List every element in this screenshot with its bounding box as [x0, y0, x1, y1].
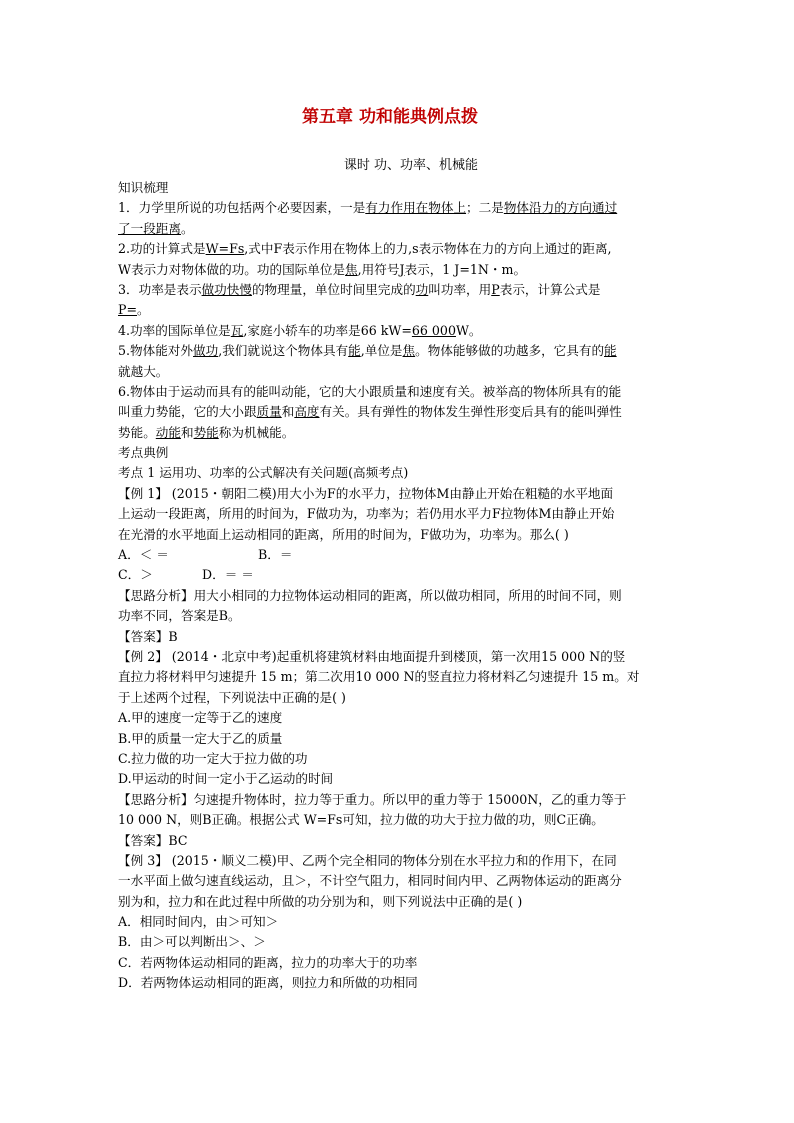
- example-3-option-b: B．由＞可以判断出＞、＞: [118, 934, 266, 950]
- example-1-analysis-line-2: 功率不同，答案是B。: [118, 608, 241, 624]
- blank-answer: W=Fs: [205, 241, 245, 257]
- blank-answer: P: [491, 281, 500, 297]
- example-1-options-row-2: [118, 565, 678, 585]
- blank-answer: 焦: [402, 343, 416, 359]
- chapter-title: 第五章 功和能典例点拨: [302, 107, 478, 127]
- knowledge-item-5-line-1: 5.物体能对外做功,我们就说这个物体具有能,单位是焦。物体能够做的功越多，它具有的能: [118, 343, 617, 359]
- example-2-line-3: 于上述两个过程，下列说法中正确的是( ): [118, 689, 346, 705]
- knowledge-item-3-line-1: 3．功率是表示做功快慢的物理量，单位时间里完成的功叫功率，用P表示，计算公式是: [118, 281, 601, 297]
- example-1-line-2: 上运动一段距离，所用的时间为，F做功为，功率为；若仍用水平力F拉物体M由静止开始: [118, 506, 615, 522]
- example-1-options-row-1: [118, 545, 678, 565]
- blank-answer: J: [399, 261, 405, 277]
- example-2-line-2: 直拉力将材料甲匀速提升 15 m；第二次用10 000 N的竖直拉力将材料乙匀速提升 15 m。对: [118, 669, 640, 685]
- topic-heading: 考点 1 运用功、功率的公式解决有关问题(高频考点): [118, 465, 409, 481]
- example-3-option-c: C．若两物体运动相同的距离，拉力的功率大于的功率: [118, 954, 418, 970]
- option-a: A．＜ ＝: [118, 547, 169, 563]
- knowledge-item-2-line-1: 2.功的计算式是W=Fs,式中F表示作用在物体上的力,s表示物体在力的方向上通过的距离,: [118, 241, 612, 257]
- blank-answer: 能: [604, 343, 617, 359]
- example-3-option-a: A．相同时间内，由＞可知＞: [118, 914, 279, 930]
- example-2-option-a: A.甲的速度一定等于乙的速度: [118, 710, 283, 726]
- blank-answer: 高度: [294, 404, 320, 420]
- knowledge-item-6-line-3: 势能。动能和势能称为机械能。: [118, 424, 295, 440]
- knowledge-item-2-line-2: W表示力对物体做的功。功的国际单位是焦,用符号J表示，1 J=1N・m。: [118, 261, 527, 277]
- example-2-option-b: B.甲的质量一定大于乙的质量: [118, 730, 283, 746]
- blank-answer: 功: [415, 281, 429, 297]
- example-2-option-d: D.甲运动的时间一定小于乙运动的时间: [118, 771, 334, 787]
- knowledge-item-1-line-1: 1．力学里所说的功包括两个必要因素，一是有力作用在物体上；二是物体沿力的方向通过: [118, 200, 618, 216]
- example-1-line-3: 在光滑的水平地面上运动相同的距离，所用的时间为，F做功为，功率为。那么( ): [118, 526, 569, 542]
- example-3-line-1: 【例 3】 (2015・顺义二模)甲、乙两个完全相同的物体分别在水平拉力和的作用下，在同: [118, 852, 617, 868]
- blank-answer: 物体沿力的方向通过: [503, 200, 618, 216]
- blank-answer: 瓦: [230, 322, 244, 338]
- blank-answer: 做功快慢: [201, 281, 252, 297]
- section-heading-knowledge: 知识梳理: [118, 180, 169, 195]
- example-2-answer: 【答案】BC: [118, 832, 188, 848]
- example-1-analysis-line-1: 【思路分析】用大小相同的力拉物体运动相同的距离，所以做功相同，所用的时间不同，则: [118, 587, 622, 603]
- option-b: B．＝: [258, 547, 293, 563]
- document-page: [118, 100, 678, 994]
- example-2-line-1: 【例 2】 (2014・北京中考)起重机将建筑材料由地面提升到楼顶，第一次用15 000 N的竖: [118, 648, 626, 664]
- blank-answer: 质量: [256, 404, 282, 420]
- blank-answer: P=: [118, 302, 138, 318]
- blank-answer: 焦: [345, 261, 358, 277]
- option-c: C．＞: [118, 567, 153, 583]
- example-2-analysis-line-1: 【思路分析】匀速提升物体时，拉力等于重力。所以甲的重力等于 15000N，乙的重力等于: [118, 791, 627, 807]
- example-3-line-3: 别为和，拉力和在此过程中所做的功分别为和，则下列说法中正确的是( ): [118, 893, 523, 909]
- knowledge-item-4: 4.功率的国际单位是瓦,家庭小轿车的功率是66 kW=66 000W。: [118, 322, 482, 338]
- example-1-answer: 【答案】B: [118, 628, 178, 644]
- option-d: D．＝ ＝: [202, 567, 254, 583]
- example-2-option-c: C.拉力做的功一定大于拉力做的功: [118, 750, 308, 766]
- blank-answer: 做功: [193, 343, 219, 359]
- blank-answer: 66 000: [411, 322, 456, 338]
- example-3-option-d: D．若两物体运动相同的距离，则拉力和所做的功相同: [118, 975, 418, 991]
- knowledge-item-6-line-1: 6.物体由于运动而具有的能叫动能，它的大小跟质量和速度有关。被举高的物体所具有的能: [118, 383, 622, 399]
- blank-answer: 势能: [193, 424, 219, 440]
- blank-answer: 有力作用在物体上: [365, 200, 467, 216]
- knowledge-item-6-line-2: 叫重力势能，它的大小跟质量和高度有关。具有弹性的物体发生弹性形变后具有的能叫弹性: [118, 404, 622, 420]
- blank-answer: 动能: [155, 424, 181, 440]
- example-1-line-1: 【例 1】 (2015・朝阳二模)用大小为F的水平力，拉物体M由静止开始在粗糙的水平地面: [118, 485, 614, 501]
- knowledge-item-3-line-2: P=。: [118, 302, 150, 318]
- knowledge-item-1-line-2: 了一段距离。: [118, 220, 194, 236]
- example-3-line-2: 一水平面上做匀速直线运动，且＞，不计空气阻力，相同时间内甲、乙两物体运动的距离分: [118, 873, 622, 889]
- section-heading-examples: 考点典例: [118, 445, 169, 461]
- knowledge-item-5-line-2: 就越大。: [118, 363, 169, 379]
- blank-answer: 了一段距离: [118, 220, 181, 236]
- lesson-title: 课时 功、功率、机械能: [343, 158, 479, 173]
- example-2-analysis-line-2: 10 000 N，则B正确。根据公式 W=Fs可知，拉力做的功大于拉力做的功，则C正确。: [118, 812, 604, 828]
- blank-answer: 能: [348, 343, 361, 359]
